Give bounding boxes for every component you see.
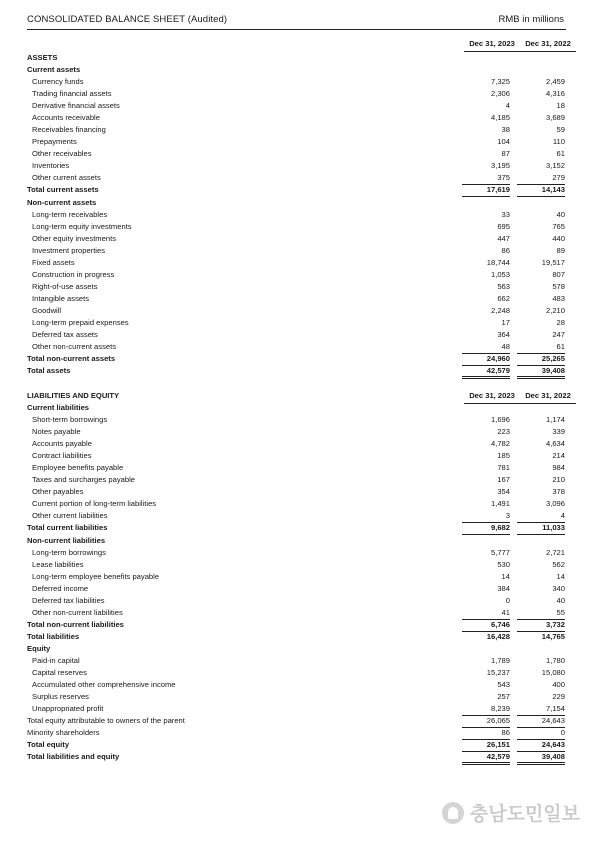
- table-row: [27, 317, 567, 329]
- row-label: Current portion of long-term liabilities: [32, 499, 157, 508]
- newspaper-watermark: [442, 799, 580, 826]
- row-label: Total equity: [27, 740, 70, 749]
- value-dec-2022: 4: [560, 511, 565, 520]
- table-row: [27, 160, 567, 172]
- value-dec-2023: 1,789: [490, 656, 510, 665]
- row-label: Total current assets: [27, 185, 99, 194]
- row-label: Goodwill: [32, 306, 62, 315]
- row-label: Investment properties: [32, 246, 106, 255]
- value-dec-2022: 14,143: [507, 184, 565, 196]
- row-label: Other non-current liabilities: [32, 608, 123, 617]
- table-row: [27, 667, 567, 679]
- row-label: Capital reserves: [32, 668, 87, 677]
- value-dec-2023: 42,579: [452, 365, 510, 377]
- row-label: Total assets: [27, 366, 71, 375]
- table-row: [27, 510, 567, 522]
- value-dec-2022: 24,643: [507, 715, 565, 727]
- row-label: Deferred tax liabilities: [32, 596, 105, 605]
- value-dec-2023: 563: [497, 282, 510, 291]
- section-heading: [27, 64, 567, 76]
- value-dec-2023: 14: [501, 572, 510, 581]
- value-dec-2023: Dec 31, 2023: [464, 38, 520, 50]
- value-dec-2023: 543: [497, 680, 510, 689]
- row-label: Contract liabilities: [32, 451, 92, 460]
- header-divider: [27, 29, 566, 30]
- table-row: [27, 474, 567, 486]
- value-dec-2023: 354: [497, 487, 510, 496]
- value-dec-2023: 185: [497, 451, 510, 460]
- currency-unit: RMB in millions: [498, 14, 564, 25]
- row-label: Total non-current liabilities: [27, 620, 124, 629]
- value-dec-2022: 340: [552, 584, 565, 593]
- value-dec-2023: 86: [501, 728, 510, 737]
- row-label: Accounts payable: [32, 439, 92, 448]
- row-label: ASSETS: [27, 53, 58, 62]
- value-dec-2023: 223: [497, 427, 510, 436]
- table-row: [27, 221, 567, 233]
- row-label: Deferred tax assets: [32, 330, 98, 339]
- value-dec-2023: 8,239: [490, 704, 510, 713]
- value-dec-2022: 28: [556, 318, 565, 327]
- table-row: [27, 100, 567, 112]
- value-dec-2022: 984: [552, 463, 565, 472]
- row-label: Other receivables: [32, 149, 92, 158]
- row-label: Paid-in capital: [32, 656, 80, 665]
- value-dec-2023: 2,248: [490, 306, 510, 315]
- row-label: Long-term employee benefits payable: [32, 572, 160, 581]
- value-dec-2022: 14: [556, 572, 565, 581]
- value-dec-2023: 1,696: [490, 415, 510, 424]
- value-dec-2023: 447: [497, 234, 510, 243]
- table-row: [27, 136, 567, 148]
- value-dec-2023: 15,237: [486, 668, 510, 677]
- value-dec-2023: 375: [497, 173, 510, 182]
- table-row: [27, 486, 567, 498]
- value-dec-2023: 87: [501, 149, 510, 158]
- value-dec-2023: 17,619: [452, 184, 510, 196]
- value-dec-2022: 4,316: [545, 89, 565, 98]
- row-label: Unappropriated profit: [32, 704, 104, 713]
- value-dec-2022: 2,210: [545, 306, 565, 315]
- value-dec-2023: 41: [501, 608, 510, 617]
- table-row: [27, 414, 567, 426]
- table-row: [27, 305, 567, 317]
- value-dec-2022: 89: [556, 246, 565, 255]
- row-label: Trading financial assets: [32, 89, 112, 98]
- table-row: [27, 341, 567, 353]
- row-label: Intangible assets: [32, 294, 89, 303]
- value-dec-2023: 33: [501, 210, 510, 219]
- row-label: Currency funds: [32, 77, 84, 86]
- row-label: Deferred income: [32, 584, 89, 593]
- value-dec-2022: 59: [556, 125, 565, 134]
- value-dec-2022: 1,174: [545, 415, 565, 424]
- table-row: [27, 124, 567, 136]
- row-label: Accounts receivable: [32, 113, 100, 122]
- row-label: Other equity investments: [32, 234, 116, 243]
- table-row: [27, 547, 567, 559]
- row-label: Other current liabilities: [32, 511, 108, 520]
- table-row: [27, 739, 567, 751]
- value-dec-2023: 38: [501, 125, 510, 134]
- value-dec-2023: 9,682: [452, 522, 510, 534]
- row-label: Minority shareholders: [27, 728, 100, 737]
- value-dec-2023: 6,746: [452, 619, 510, 631]
- table-row: [27, 148, 567, 160]
- row-label: Total equity attributable to owners of the parent: [27, 716, 185, 725]
- row-label: Derivative financial assets: [32, 101, 120, 110]
- row-label: Total liabilities: [27, 632, 80, 641]
- row-label: Long-term prepaid expenses: [32, 318, 129, 327]
- row-label: Total current liabilities: [27, 523, 108, 532]
- row-label: Non-current liabilities: [27, 536, 106, 545]
- value-dec-2023: 18,744: [486, 258, 510, 267]
- value-dec-2022: 214: [552, 451, 565, 460]
- value-dec-2022: 578: [552, 282, 565, 291]
- value-dec-2022: 61: [556, 342, 565, 351]
- table-row: [27, 619, 567, 631]
- row-label: Employee benefits payable: [32, 463, 124, 472]
- value-dec-2022: 440: [552, 234, 565, 243]
- value-dec-2022: 39,408: [507, 751, 565, 763]
- value-dec-2022: 19,517: [541, 258, 565, 267]
- value-dec-2023: 384: [497, 584, 510, 593]
- report-title: CONSOLIDATED BALANCE SHEET (Audited): [27, 14, 228, 25]
- value-dec-2023: 4: [505, 101, 510, 110]
- row-label: Receivables financing: [32, 125, 106, 134]
- watermark-text: 충남도민일보: [469, 804, 580, 825]
- table-row: [27, 365, 567, 377]
- value-dec-2023: 48: [501, 342, 510, 351]
- table-row: [27, 293, 567, 305]
- value-dec-2022: 61: [556, 149, 565, 158]
- table-row: [27, 184, 567, 196]
- table-row: [27, 583, 567, 595]
- value-dec-2022: 1,780: [545, 656, 565, 665]
- value-dec-2023: 781: [497, 463, 510, 472]
- table-row: [27, 426, 567, 438]
- row-label: Long-term receivables: [32, 210, 108, 219]
- value-dec-2023: 4,185: [490, 113, 510, 122]
- value-dec-2022: 247: [552, 330, 565, 339]
- row-label: Surplus reserves: [32, 692, 89, 701]
- value-dec-2023: 4,782: [490, 439, 510, 448]
- value-dec-2022: 279: [552, 173, 565, 182]
- value-dec-2022: 339: [552, 427, 565, 436]
- value-dec-2023: 1,491: [490, 499, 510, 508]
- row-label: Inventories: [32, 161, 70, 170]
- row-label: Lease liabilities: [32, 560, 84, 569]
- table-row: [27, 209, 567, 221]
- value-dec-2022: 40: [556, 596, 565, 605]
- value-dec-2022: Dec 31, 2022: [520, 38, 576, 50]
- value-dec-2022: 14,765: [541, 632, 565, 641]
- value-dec-2022: 18: [556, 101, 565, 110]
- value-dec-2022: 110: [552, 137, 565, 146]
- table-row: [27, 715, 567, 727]
- value-dec-2022: 3,732: [507, 619, 565, 631]
- value-dec-2022: 0: [560, 728, 565, 737]
- section-heading: [27, 197, 567, 209]
- value-dec-2023: 17: [501, 318, 510, 327]
- value-dec-2023: 0: [505, 596, 510, 605]
- value-dec-2022: 3,152: [545, 161, 565, 170]
- row-label: Total non-current assets: [27, 354, 116, 363]
- value-dec-2023: 42,579: [452, 751, 510, 763]
- table-row: [27, 595, 567, 607]
- value-dec-2023: 257: [497, 692, 510, 701]
- row-label: Short-term borrowings: [32, 415, 108, 424]
- table-row: [27, 88, 567, 100]
- value-dec-2023: 530: [497, 560, 510, 569]
- row-label: Non-current assets: [27, 198, 97, 207]
- value-dec-2022: 40: [556, 210, 565, 219]
- value-dec-2023: 16,428: [486, 632, 510, 641]
- table-row: [27, 691, 567, 703]
- value-dec-2022: Dec 31, 2022: [520, 390, 576, 402]
- value-dec-2022: 807: [552, 270, 565, 279]
- value-dec-2023: 5,777: [490, 548, 510, 557]
- value-dec-2022: 3,096: [545, 499, 565, 508]
- value-dec-2022: 4,634: [545, 439, 565, 448]
- table-row: [27, 522, 567, 534]
- row-label: LIABILITIES AND EQUITY: [27, 391, 120, 400]
- table-row: [27, 281, 567, 293]
- table-row: [27, 245, 567, 257]
- value-dec-2023: 167: [497, 475, 510, 484]
- value-dec-2023: 26,151: [452, 739, 510, 751]
- section-heading: [27, 52, 567, 64]
- table-row: [27, 703, 567, 715]
- value-dec-2023: 86: [501, 246, 510, 255]
- value-dec-2022: 483: [552, 294, 565, 303]
- value-dec-2023: 104: [497, 137, 510, 146]
- row-label: Total liabilities and equity: [27, 752, 120, 761]
- row-label: Right-of-use assets: [32, 282, 98, 291]
- value-dec-2022: 55: [556, 608, 565, 617]
- row-label: Prepayments: [32, 137, 77, 146]
- newspaper-logo-icon: [442, 802, 464, 824]
- table-row: [27, 571, 567, 583]
- row-label: Taxes and surcharges payable: [32, 475, 136, 484]
- value-dec-2022: 11,033: [507, 522, 565, 534]
- table-row: [27, 112, 567, 124]
- table-row: [27, 679, 567, 691]
- table-row: [27, 462, 567, 474]
- value-dec-2022: 378: [552, 487, 565, 496]
- value-dec-2023: 24,960: [452, 353, 510, 365]
- value-dec-2022: 24,643: [507, 739, 565, 751]
- table-row: [27, 353, 567, 365]
- table-row: [27, 559, 567, 571]
- table-row: [27, 631, 567, 643]
- section-heading: [27, 643, 567, 655]
- value-dec-2023: 26,065: [452, 715, 510, 727]
- value-dec-2022: 25,265: [507, 353, 565, 365]
- value-dec-2022: 2,721: [545, 548, 565, 557]
- value-dec-2023: 7,325: [490, 77, 510, 86]
- value-dec-2022: 210: [552, 475, 565, 484]
- row-label: Other non-current assets: [32, 342, 116, 351]
- value-dec-2022: 39,408: [507, 365, 565, 377]
- value-dec-2023: 364: [497, 330, 510, 339]
- row-label: Equity: [27, 644, 51, 653]
- table-row: [27, 438, 567, 450]
- row-label: Long-term borrowings: [32, 548, 106, 557]
- value-dec-2023: Dec 31, 2023: [464, 390, 520, 402]
- row-label: Fixed assets: [32, 258, 75, 267]
- table-row: [27, 450, 567, 462]
- value-dec-2022: 15,080: [541, 668, 565, 677]
- row-label: Long-term equity investments: [32, 222, 132, 231]
- row-label: Accumulated other comprehensive income: [32, 680, 176, 689]
- value-dec-2022: 400: [552, 680, 565, 689]
- value-dec-2023: 695: [497, 222, 510, 231]
- table-row: [27, 751, 567, 763]
- row-label: Other current assets: [32, 173, 101, 182]
- value-dec-2023: 662: [497, 294, 510, 303]
- table-row: [27, 329, 567, 341]
- value-dec-2022: 765: [552, 222, 565, 231]
- value-dec-2023: 3,195: [490, 161, 510, 170]
- column-header-row: [27, 38, 571, 50]
- row-label: Notes payable: [32, 427, 81, 436]
- table-row: [27, 607, 567, 619]
- value-dec-2022: 229: [552, 692, 565, 701]
- column-header-row: [27, 390, 571, 402]
- table-row: [27, 655, 567, 667]
- value-dec-2023: 3: [505, 511, 510, 520]
- table-row: [27, 727, 567, 739]
- table-row: [27, 76, 567, 88]
- row-label: Other payables: [32, 487, 84, 496]
- row-label: Construction in progress: [32, 270, 115, 279]
- value-dec-2022: 7,154: [545, 704, 565, 713]
- value-dec-2023: 1,053: [490, 270, 510, 279]
- table-row: [27, 257, 567, 269]
- value-dec-2022: 2,459: [545, 77, 565, 86]
- table-row: [27, 498, 567, 510]
- section-heading: [27, 402, 567, 414]
- value-dec-2022: 3,689: [545, 113, 565, 122]
- table-row: [27, 269, 567, 281]
- value-dec-2022: 562: [552, 560, 565, 569]
- value-dec-2023: 2,306: [490, 89, 510, 98]
- section-heading: [27, 535, 567, 547]
- row-label: Current assets: [27, 65, 81, 74]
- table-row: [27, 172, 567, 184]
- row-label: Current liabilities: [27, 403, 90, 412]
- table-row: [27, 233, 567, 245]
